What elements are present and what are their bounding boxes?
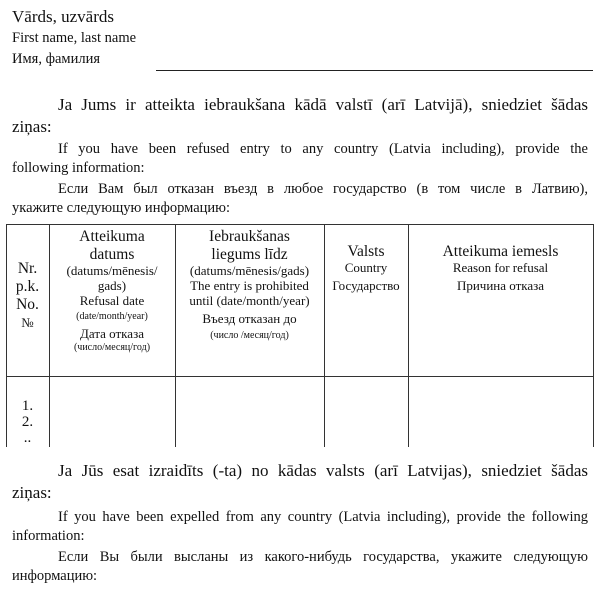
header-country bbox=[324, 243, 408, 294]
refusal-instruction-ru bbox=[12, 180, 588, 218]
name-label-ru: Имя, фамилия bbox=[12, 51, 100, 67]
expulsion-instruction-en bbox=[12, 508, 588, 546]
refusal-ru-line2: укажите следующую информацию: bbox=[12, 200, 231, 216]
expulsion-en-line2: information: bbox=[12, 528, 85, 544]
header-country-lv: Valsts bbox=[347, 243, 385, 260]
refusal-lv-line2: ziņas: bbox=[12, 117, 52, 136]
expulsion-ru-line2: информацию: bbox=[12, 568, 98, 584]
header-country-ru: Государство bbox=[332, 277, 400, 293]
header-ban-en2: until (date/month/year) bbox=[189, 292, 310, 308]
header-date-en-fmt: (date/month/year) bbox=[76, 311, 148, 323]
header-date-ru: Дата отказа bbox=[80, 325, 144, 341]
header-date-lv-fmt1: (datums/mēnesis/ bbox=[66, 262, 158, 278]
refusal-instruction-en bbox=[12, 140, 588, 178]
header-country-en: Country bbox=[344, 259, 388, 275]
expulsion-instruction-ru bbox=[12, 548, 588, 586]
expulsion-ru-line1: Если Вы были высланы из какого-нибудь государства, укажите следующую bbox=[58, 549, 588, 565]
cell-refusal-date[interactable] bbox=[50, 377, 174, 447]
header-nr-lv2: p.k. bbox=[15, 277, 40, 295]
cell-country[interactable] bbox=[325, 377, 407, 447]
header-ban-en1: The entry is prohibited bbox=[190, 277, 309, 293]
expulsion-en-line1: If you have been expelled from any country (Latvia including), provide the following bbox=[58, 509, 588, 525]
header-date-lv1: Atteikuma bbox=[79, 228, 145, 245]
table-right-border bbox=[593, 224, 594, 447]
cell-reason[interactable] bbox=[409, 377, 592, 447]
expulsion-lv-line2: ziņas: bbox=[12, 483, 52, 502]
refusal-instruction-lv bbox=[12, 94, 588, 138]
header-reason-ru: Причина отказа bbox=[456, 277, 545, 293]
cell-entry-ban[interactable] bbox=[176, 377, 323, 447]
header-nr-lv: Nr. bbox=[17, 260, 38, 277]
header-reason bbox=[408, 243, 593, 294]
header-ban-lv1: Iebraukšanas bbox=[209, 228, 290, 245]
header-date-lv2: datums bbox=[89, 245, 135, 263]
expulsion-lv-line1: Ja Jūs esat izraidīts (-ta) no kādas valsts (arī Latvijas), sniedziet šādas bbox=[58, 461, 588, 480]
header-ban-ru: Въезд отказан до bbox=[202, 311, 297, 327]
header-ban-lv-fmt: (datums/mēnesis/gads) bbox=[189, 262, 310, 278]
header-refusal-date bbox=[49, 228, 175, 353]
header-date-en: Refusal date bbox=[79, 292, 145, 308]
refusal-en-line2: following information: bbox=[12, 160, 145, 176]
header-date-ru-fmt: (число/месяц/год) bbox=[73, 341, 151, 353]
refusal-lv-line1: Ja Jums ir atteikta iebraukšana kādā valstī (arī Latvijā), sniedziet šādas bbox=[58, 95, 588, 114]
row-numbers bbox=[6, 398, 49, 446]
refusal-table bbox=[6, 224, 593, 447]
expulsion-instruction-lv bbox=[12, 460, 588, 504]
header-entry-ban bbox=[175, 228, 324, 342]
row-number: .. bbox=[23, 430, 32, 446]
header-nr-ru: № bbox=[21, 315, 34, 331]
row-number: 2. bbox=[21, 414, 34, 430]
name-input-line[interactable] bbox=[156, 70, 593, 71]
name-label-lv: Vārds, uzvārds bbox=[12, 7, 114, 26]
name-label-en: First name, last name bbox=[12, 30, 137, 46]
header-ban-lv2: liegums līdz bbox=[211, 245, 288, 263]
table-top-border bbox=[6, 224, 593, 225]
header-date-lv-fmt2: gads) bbox=[97, 277, 127, 293]
header-nr bbox=[6, 260, 49, 331]
header-ban-ru-fmt: (число /месяц/год) bbox=[210, 330, 289, 342]
row-number: 1. bbox=[21, 398, 34, 414]
refusal-ru-line1: Если Вам был отказан въезд в любое государство (в том числе в Латвию), bbox=[58, 181, 588, 197]
refusal-en-line1: If you have been refused entry to any country (Latvia including), provide the bbox=[58, 141, 588, 157]
header-reason-en: Reason for refusal bbox=[452, 259, 549, 275]
header-reason-lv: Atteikuma iemesls bbox=[442, 243, 559, 260]
header-nr-en: No. bbox=[16, 295, 39, 313]
